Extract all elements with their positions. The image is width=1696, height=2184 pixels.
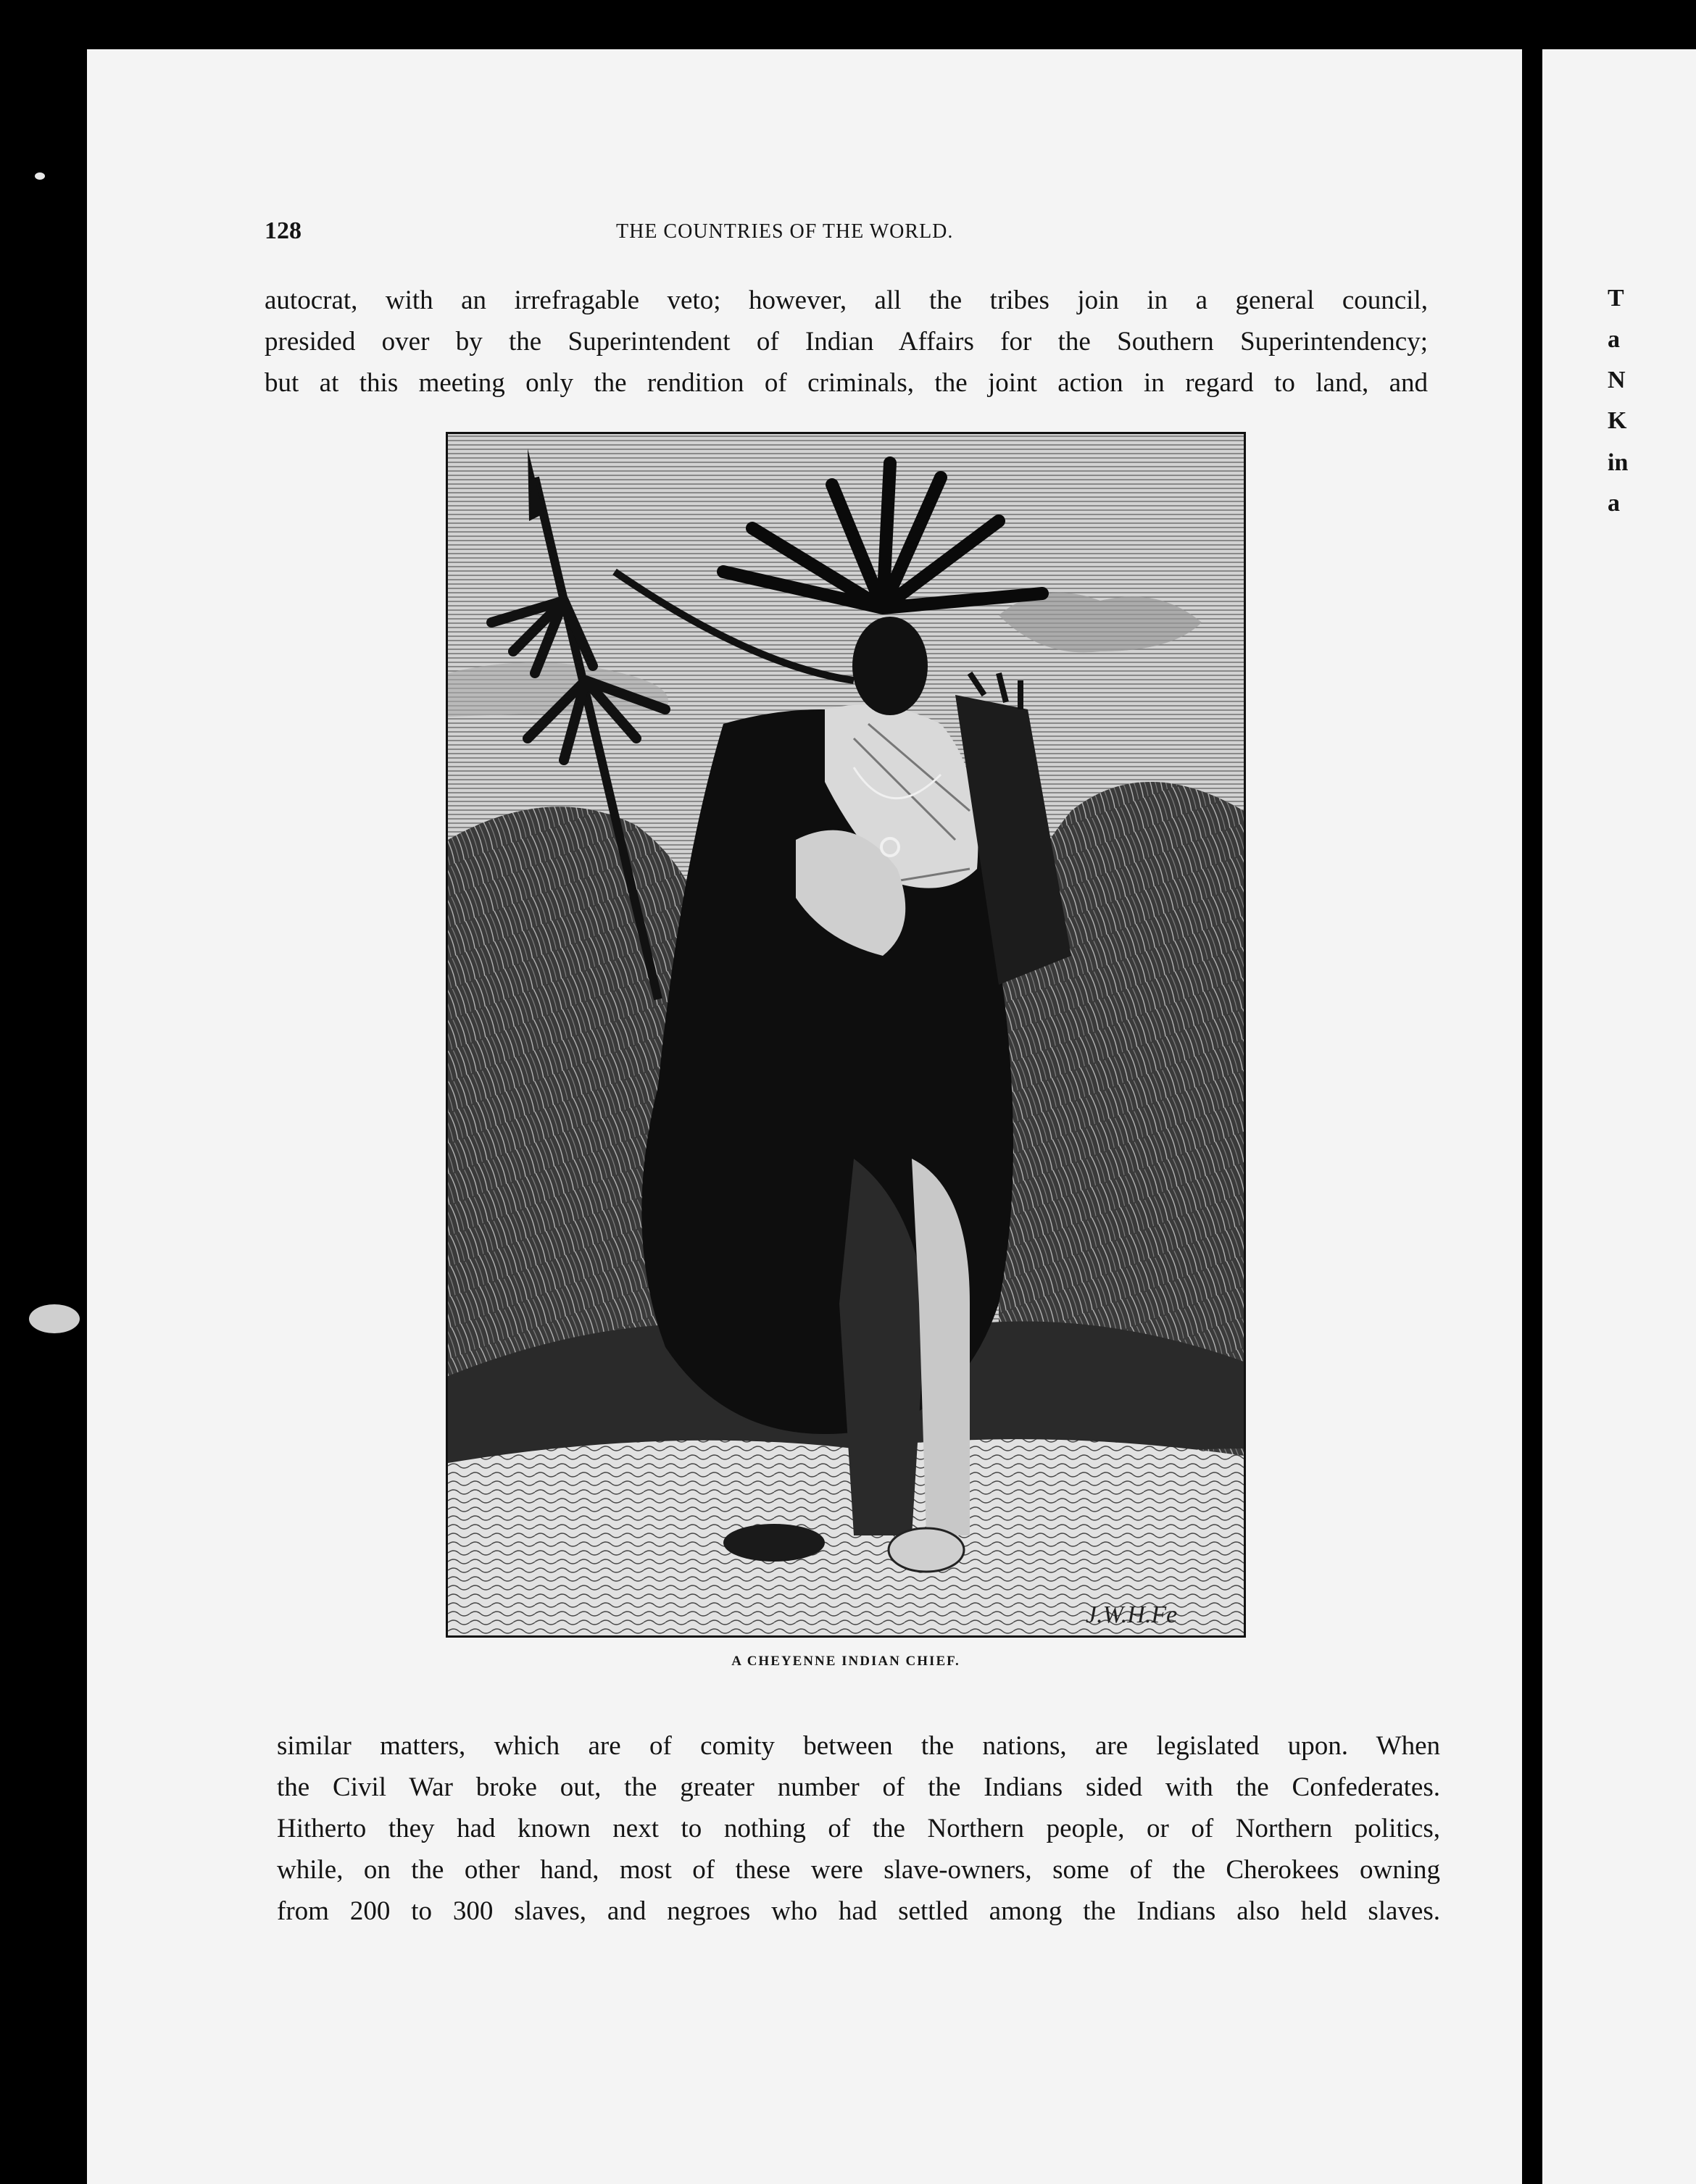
running-head: [87, 217, 1522, 246]
page-number: 128: [265, 217, 302, 244]
facing-page-fragment: in: [1608, 449, 1629, 476]
text-line: the Civil War broke out, the greater number of the Indians sided with the Confederates.: [277, 1772, 1440, 1802]
text-line: Hitherto they had known next to nothing of the Northern people, or of Northern politics,: [277, 1814, 1440, 1843]
text-line: from 200 to 300 slaves, and negroes who had settled among the Indians also held slaves.: [277, 1896, 1440, 1926]
facing-page-fragment: K: [1608, 407, 1627, 434]
engraver-signature: J.W.H.Fe: [1086, 1601, 1178, 1628]
text-line: while, on the other hand, most of these were slave-owners, some of the Cherokees owning: [277, 1855, 1440, 1885]
scan-speck: [29, 1304, 80, 1333]
facing-page-fragment: T: [1608, 285, 1624, 312]
text-line: but at this meeting only the rendition of criminals, the joint action in regard to land, and: [265, 368, 1428, 398]
paragraph-bottom: [277, 1725, 1440, 1932]
book-page-left: [87, 49, 1522, 2184]
scan-speck: [35, 172, 45, 180]
facing-page-fragment: a: [1608, 490, 1620, 517]
text-line: presided over by the Superintendent of Indian Affairs for the Southern Superintendency;: [265, 327, 1428, 357]
facing-page-fragment: N: [1608, 367, 1626, 393]
figure-caption: A CHEYENNE INDIAN CHIEF.: [731, 1654, 960, 1669]
text-line: similar matters, which are of comity between the nations, are legislated upon. When: [277, 1731, 1440, 1761]
engraving-illustration: [446, 432, 1246, 1638]
paragraph-top: [265, 280, 1428, 404]
cheyenne-chief-engraving: [448, 434, 1244, 1635]
book-page-right: [1542, 49, 1696, 2184]
running-title: THE COUNTRIES OF THE WORLD.: [616, 220, 954, 243]
text-line: autocrat, with an irrefragable veto; however, all the tribes join in a general council,: [265, 285, 1428, 315]
facing-page-fragment: a: [1608, 326, 1620, 353]
